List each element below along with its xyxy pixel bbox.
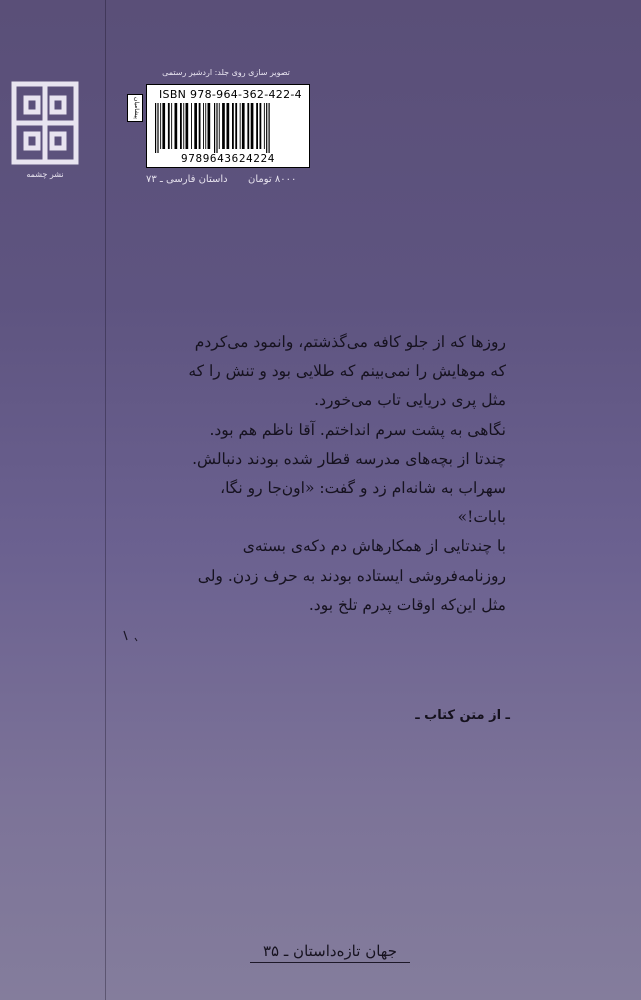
excerpt-line: روزها که از جلو کافه می‌گذشتم، وانمود می‌کردم bbox=[194, 333, 506, 351]
barcode-number: 9789643624224 bbox=[181, 152, 275, 165]
pen-mark-icon bbox=[120, 628, 142, 644]
excerpt-line: مثل پری دریایی تاب می‌خورد. bbox=[314, 391, 506, 410]
excerpt-line: با چندتایی از همکارهاش دم دکه‌ی بسته‌ی bbox=[242, 537, 506, 556]
excerpt-source-label: ـ از متن کتاب ـ bbox=[415, 708, 510, 723]
excerpt-line: روزنامه‌فروشی ایستاده بودند به حرف زدن. ولی bbox=[197, 566, 506, 585]
excerpt-line: که موهایش را نمی‌بینم که طلایی بود و تنش را که bbox=[188, 362, 506, 381]
spine-divider-line bbox=[105, 0, 106, 1000]
series-number-label: داستان فارسی ـ ۷۳ bbox=[146, 174, 228, 185]
barcode-icon bbox=[153, 103, 303, 153]
excerpt-line: چندتا از بچه‌های مدرسه قطار شده بودند دنبالش. bbox=[192, 449, 506, 468]
barcode-box bbox=[146, 84, 310, 168]
excerpt-line: نگاهی به پشت سرم انداختم. آقا ناظم هم بود. bbox=[209, 420, 506, 439]
publisher-logo-icon bbox=[8, 78, 82, 168]
series-title: جهان تازه‌داستان ـ ۳۵ bbox=[250, 942, 410, 963]
cover-illustration-credit: تصویر سازی روی جلد: اردشیر رستمی bbox=[162, 68, 290, 77]
excerpt-line: مثل این‌که اوقات پدرم تلخ بود. bbox=[308, 595, 506, 614]
price-label: ۸۰۰۰ تومان bbox=[248, 174, 297, 185]
excerpt-line: بابات!» bbox=[457, 508, 506, 527]
book-excerpt bbox=[118, 328, 506, 620]
isbn-label: ISBN 978-964-362-422-4 bbox=[159, 88, 302, 101]
excerpt-line: سهراب به شانه‌ام زد و گفت: «اون‌جا رو نگا، bbox=[220, 479, 506, 498]
publisher-logo-label: نشر چشمه bbox=[26, 170, 64, 179]
side-tag: پیشامیان bbox=[127, 94, 143, 122]
